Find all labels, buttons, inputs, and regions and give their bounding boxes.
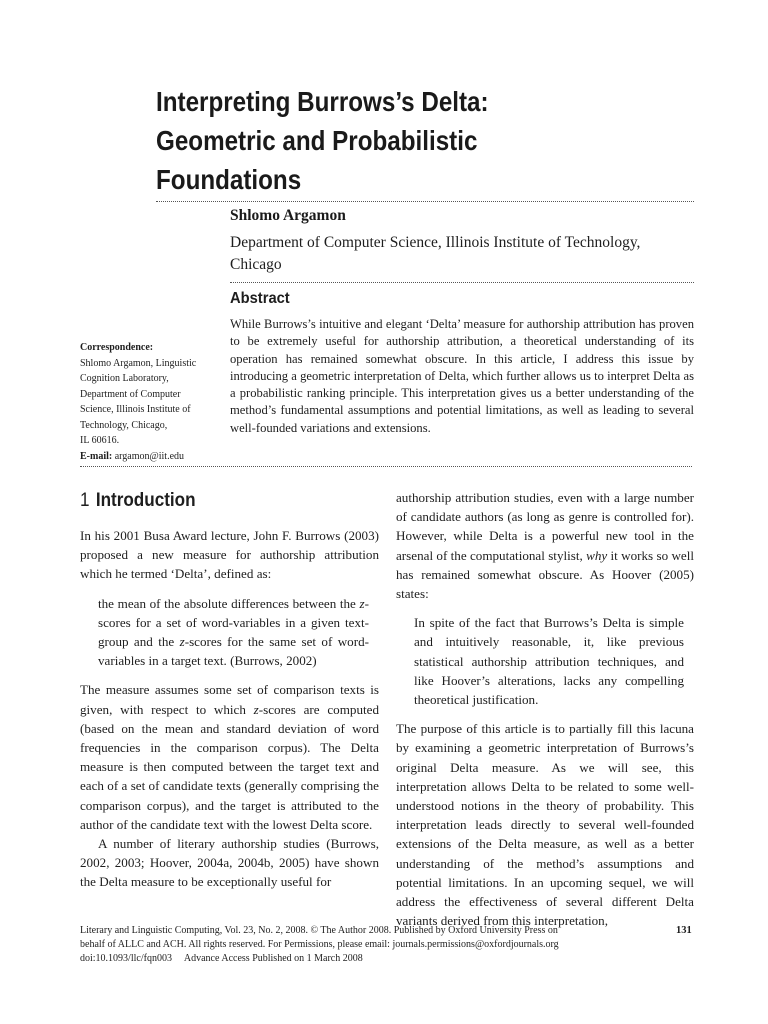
- abstract-text: While Burrows’s intuitive and elegant ‘Delta’ measure for authorship attribution has proven to be extremely useful for authorship attribution, a theoretical understanding of its operation has remained somewhat obscure. In this article, I address this issue by introducing a geometric interpretation of Delta, which further allows us to interpret Delta as a probabilistic ranking principle. This interpretation gives us a better understanding of the method’s fundamental assumptions and potential limitations, as well as leading to several well-founded variations and extensions.: [230, 317, 694, 435]
- correspondence-line: Department of Computer: [80, 388, 181, 400]
- title-divider: [156, 201, 694, 202]
- intro-paragraph-1: In his 2001 Busa Award lecture, John F. Burrows (2003) proposed a new measure for authorship attribution which he termed ‘Delta’, defined as:: [80, 528, 379, 582]
- correspondence-block: [80, 340, 216, 464]
- journal-footer: [80, 924, 640, 966]
- quote-italic: z: [179, 634, 185, 650]
- title-line-1: Interpreting Burrows’s Delta:: [156, 86, 489, 117]
- correspondence-line: Science, Illinois Institute of: [80, 404, 191, 415]
- email-address: argamon@iit.edu: [114, 450, 185, 462]
- delta-definition-quote: [80, 594, 379, 671]
- footer-line-1: Literary and Linguistic Computing, Vol. 23, No. 2, 2008. © The Author 2008. Published by Oxford University Press on: [80, 925, 558, 936]
- paragraph-text: it works so well has remained somewhat obscure. As Hoover (2005) states:: [396, 547, 694, 602]
- title-line-3: Foundations: [156, 164, 302, 195]
- abstract-heading: Abstract: [230, 290, 290, 307]
- left-column: [80, 526, 379, 892]
- article-title: [156, 82, 649, 199]
- author-affiliation: [230, 232, 700, 276]
- quote-italic: z: [359, 595, 365, 611]
- footer-line-3: doi:10.1093/llc/fqn003 Advance Access Published on 1 March 2008: [80, 953, 363, 964]
- correspondence-line: Technology, Chicago,: [80, 419, 168, 431]
- correspondence-line: Shlomo Argamon, Linguistic: [80, 357, 197, 369]
- paragraph-italic: why: [586, 547, 608, 563]
- correspondence-label: Correspondence:: [80, 342, 154, 353]
- correspondence-line: IL 60616.: [80, 435, 120, 446]
- paragraph-italic: z: [253, 701, 259, 717]
- right-column: [396, 488, 694, 930]
- paragraph-text: -scores are computed (based on the mean and standard deviation of word frequencies in the comparison corpus). The Delta measure is then computed between the target text and each of a set of candidate texts (generally comprising the comparison corpus), and the target is attributed to the author of the candidate text with the lowest Delta score.: [80, 701, 379, 832]
- paragraph-text: authorship attribution studies, even with a large number of candidate authors (as long as genre is controlled for). However, while Delta is a powerful new tool in the arsenal of the computational stylist,: [396, 490, 694, 563]
- correspondence-line: Cognition Laboratory,: [80, 373, 169, 384]
- quote-text: -scores for a set of word-variables in a given text-group and the: [98, 595, 369, 650]
- intro-paragraph-3: A number of literary authorship studies (Burrows, 2002, 2003; Hoover, 2004a, 2004b, 2005) have shown the Delta measure to be exceptionally useful for: [80, 836, 379, 890]
- section-heading: [80, 488, 196, 514]
- footer-line-2: behalf of ALLC and ACH. All rights reserved. For Permissions, please email: journals.permissions@oxfordjournals.org: [80, 939, 559, 950]
- title-line-2: Geometric and Probabilistic: [156, 125, 478, 156]
- abstract-divider: [80, 466, 692, 467]
- section-number: 1: [80, 490, 90, 511]
- affiliation-line-2: Chicago: [230, 256, 282, 273]
- intro-paragraph-2: [80, 680, 379, 834]
- intro-paragraph-5: The purpose of this article is to partially fill this lacuna by examining a geometric interpretation of Burrows’s original Delta measure. As we will see, this interpretation allows Delta to be related to some well-understood notions in the theory of probability. This interpretation leads directly to several well-founded extensions of the Delta measure, as well as a better understanding of the method’s assumptions and potential limitations. In an upcoming sequel, we will address the effectiveness of several different Delta variants derived from this interpretation,: [396, 721, 694, 929]
- quote-text: -scores for the same set of word-variables in a target text. (Burrows, 2002): [98, 634, 369, 669]
- affiliation-divider: [230, 282, 694, 283]
- section-title: Introduction: [95, 490, 196, 511]
- quote-text: the mean of the absolute differences between the: [98, 595, 360, 611]
- author-name: Shlomo Argamon: [230, 207, 346, 224]
- page-number: 131: [676, 925, 692, 936]
- email-label: E-mail:: [80, 450, 113, 462]
- intro-paragraph-4: [396, 488, 694, 603]
- hoover-quote: In spite of the fact that Burrows’s Delta is simple and intuitively reasonable, it, like previous statistical authorship attribution techniques, and like Hoover’s alterations, lacks any compelling theoretical justification.: [414, 615, 684, 708]
- paragraph-text: The measure assumes some set of comparison texts is given, with respect to which: [80, 682, 379, 717]
- affiliation-line-1: Department of Computer Science, Illinois Institute of Technology,: [230, 234, 641, 251]
